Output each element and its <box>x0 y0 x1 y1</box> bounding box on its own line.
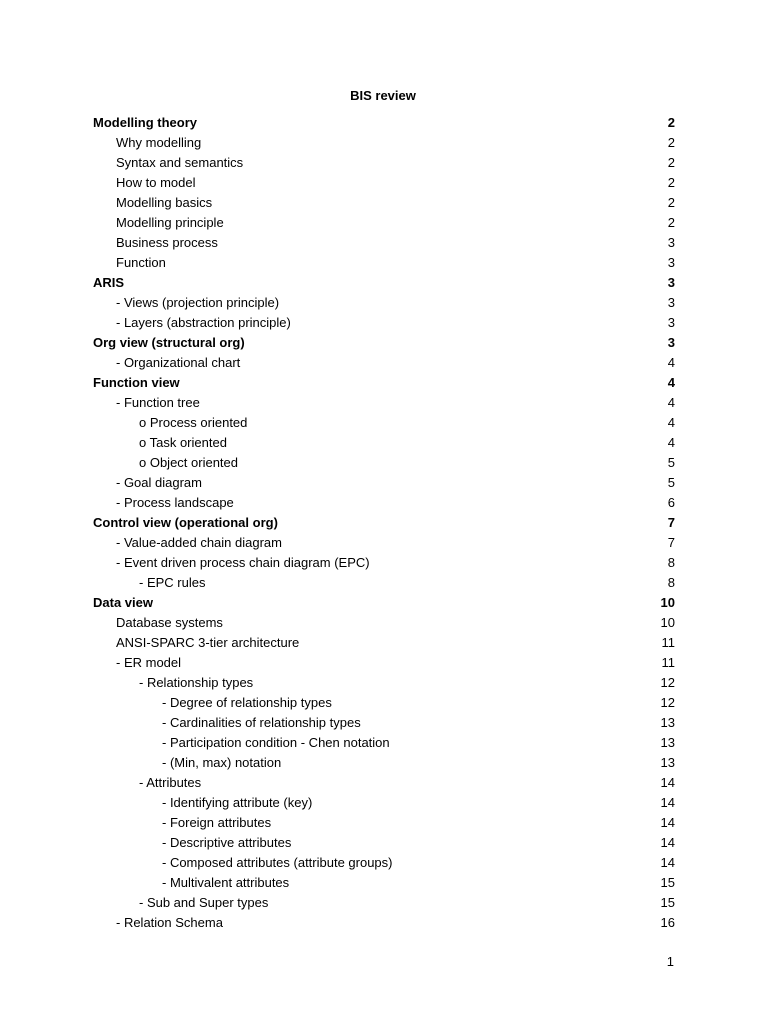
toc-entry-label: - Views (projection principle) <box>116 295 280 310</box>
toc-entry[interactable] <box>93 173 675 193</box>
toc-entry-page: 16 <box>660 915 675 930</box>
toc-entry-label: - Identifying attribute (key) <box>162 795 313 810</box>
toc-entry-page: 4 <box>667 415 675 430</box>
toc-entry-label: - Relation Schema <box>116 915 223 930</box>
toc-entry-page: 12 <box>660 675 675 690</box>
toc-entry-label: How to model <box>116 175 196 190</box>
toc-entry-page: 2 <box>667 175 675 190</box>
toc-entry-label: ARIS <box>93 275 125 290</box>
toc-entry-page: 4 <box>667 375 675 390</box>
toc-entry-page: 3 <box>667 315 675 330</box>
toc-entry-label: - (Min, max) notation <box>162 755 282 770</box>
toc-entry-page: 11 <box>661 635 675 650</box>
toc-entry-label: o Process oriented <box>139 415 248 430</box>
toc-entry[interactable] <box>93 793 675 813</box>
toc-entry-page: 7 <box>667 515 675 530</box>
toc-entry[interactable] <box>93 533 675 553</box>
toc-entry-page: 14 <box>660 855 675 870</box>
toc-entry[interactable] <box>93 553 675 573</box>
toc-entry-label: - Relationship types <box>139 675 254 690</box>
toc-entry[interactable] <box>93 113 675 133</box>
page-title: BIS review <box>350 88 416 103</box>
toc-entry[interactable] <box>93 373 675 393</box>
toc-entry[interactable] <box>93 213 675 233</box>
toc-entry-label: - Multivalent attributes <box>162 875 290 890</box>
toc-entry-label: - Foreign attributes <box>162 815 272 830</box>
toc-entry-page: 3 <box>667 335 675 350</box>
toc-entry-page: 3 <box>667 255 675 270</box>
toc-entry-page: 2 <box>667 115 675 130</box>
toc-entry-page: 10 <box>660 615 675 630</box>
toc-entry[interactable] <box>93 453 675 473</box>
toc-entry-page: 13 <box>660 755 675 770</box>
toc-entry-page: 6 <box>667 495 675 510</box>
toc-entry-label: - Function tree <box>116 395 200 410</box>
toc-entry-page: 12 <box>660 695 675 710</box>
toc-entry[interactable] <box>93 493 675 513</box>
toc-entry-label: - Composed attributes (attribute groups) <box>162 855 393 870</box>
toc-entry-label: - Cardinalities of relationship types <box>162 715 361 730</box>
toc-entry[interactable] <box>93 693 675 713</box>
toc-entry[interactable] <box>93 233 675 253</box>
toc-entry-page: 2 <box>667 135 675 150</box>
toc-entry[interactable] <box>93 893 675 913</box>
toc-entry-label: - Value-added chain diagram <box>116 535 282 550</box>
toc-entry-page: 8 <box>667 555 675 570</box>
toc-entry-page: 5 <box>667 455 675 470</box>
toc-entry[interactable] <box>93 273 675 293</box>
toc-entry[interactable] <box>93 733 675 753</box>
page-number: 1 <box>666 954 674 969</box>
toc-entry[interactable] <box>93 513 675 533</box>
toc-entry-page: 8 <box>667 575 675 590</box>
toc-entry-page: 11 <box>661 655 675 670</box>
toc-entry[interactable] <box>93 773 675 793</box>
toc-entry[interactable] <box>93 633 675 653</box>
toc-entry[interactable] <box>93 393 675 413</box>
toc-entry[interactable] <box>93 713 675 733</box>
toc-entry-label: Why modelling <box>116 135 202 150</box>
toc-entry-label: - Process landscape <box>116 495 234 510</box>
toc-entry-page: 14 <box>660 775 675 790</box>
toc-entry-page: 3 <box>667 295 675 310</box>
toc-entry-page: 14 <box>660 835 675 850</box>
toc-entry-label: - Event driven process chain diagram (EPC) <box>116 555 370 570</box>
toc-entry-label: - Organizational chart <box>116 355 241 370</box>
toc-entry-page: 4 <box>667 435 675 450</box>
toc-entry[interactable] <box>93 913 675 933</box>
toc-entry-label: Database systems <box>116 615 223 630</box>
toc-entry[interactable] <box>93 253 675 273</box>
toc-entry[interactable] <box>93 293 675 313</box>
toc-entry[interactable] <box>93 753 675 773</box>
toc-entry-label: - Goal diagram <box>116 475 202 490</box>
toc-entry-label: Function <box>116 255 166 270</box>
toc-entry-page: 2 <box>667 195 675 210</box>
toc-entry[interactable] <box>93 653 675 673</box>
toc-entry-label: - Sub and Super types <box>139 895 269 910</box>
toc-entry[interactable] <box>93 873 675 893</box>
toc-entry[interactable] <box>93 853 675 873</box>
toc-entry-label: Syntax and semantics <box>116 155 244 170</box>
toc-entry-page: 2 <box>667 215 675 230</box>
toc-entry-page: 15 <box>660 875 675 890</box>
toc-entry[interactable] <box>93 573 675 593</box>
table-of-contents <box>93 113 675 933</box>
toc-entry-page: 2 <box>667 155 675 170</box>
toc-entry-label: Function view <box>93 375 180 390</box>
toc-entry[interactable] <box>93 833 675 853</box>
toc-entry-label: o Object oriented <box>139 455 239 470</box>
toc-entry-page: 3 <box>667 275 675 290</box>
toc-entry-label: - Layers (abstraction principle) <box>116 315 291 330</box>
toc-entry-page: 4 <box>667 395 675 410</box>
toc-entry-label: - EPC rules <box>139 575 206 590</box>
toc-entry-page: 10 <box>660 595 675 610</box>
toc-entry[interactable] <box>93 313 675 333</box>
toc-entry-page: 4 <box>667 355 675 370</box>
toc-entry-label: Business process <box>116 235 218 250</box>
toc-entry[interactable] <box>93 613 675 633</box>
toc-entry-label: o Task oriented <box>139 435 227 450</box>
toc-entry-label: Modelling principle <box>116 215 224 230</box>
toc-entry-label: - ER model <box>116 655 182 670</box>
toc-entry[interactable] <box>93 153 675 173</box>
toc-entry-page: 14 <box>660 795 675 810</box>
toc-entry-page: 13 <box>660 715 675 730</box>
toc-entry-label: Org view (structural org) <box>93 335 245 350</box>
toc-entry[interactable] <box>93 193 675 213</box>
toc-entry-label: ANSI-SPARC 3-tier architecture <box>116 635 300 650</box>
toc-entry-label: Modelling basics <box>116 195 213 210</box>
toc-entry-label: - Participation condition - Chen notation <box>162 735 390 750</box>
toc-entry-page: 3 <box>667 235 675 250</box>
toc-entry[interactable] <box>93 353 675 373</box>
toc-entry[interactable] <box>93 593 675 613</box>
toc-entry-page: 5 <box>667 475 675 490</box>
toc-entry[interactable] <box>93 133 675 153</box>
toc-entry-page: 15 <box>660 895 675 910</box>
toc-entry-label: - Descriptive attributes <box>162 835 292 850</box>
toc-entry-label: - Attributes <box>139 775 202 790</box>
toc-entry[interactable] <box>93 433 675 453</box>
toc-entry[interactable] <box>93 413 675 433</box>
toc-entry-label: Data view <box>93 595 153 610</box>
toc-entry-page: 13 <box>660 735 675 750</box>
toc-entry[interactable] <box>93 473 675 493</box>
toc-entry[interactable] <box>93 333 675 353</box>
toc-entry-label: Control view (operational org) <box>93 515 278 530</box>
toc-entry-page: 7 <box>667 535 675 550</box>
toc-entry[interactable] <box>93 673 675 693</box>
toc-entry-label: Modelling theory <box>93 115 197 130</box>
toc-entry-page: 14 <box>660 815 675 830</box>
toc-entry[interactable] <box>93 813 675 833</box>
toc-entry-label: - Degree of relationship types <box>162 695 332 710</box>
